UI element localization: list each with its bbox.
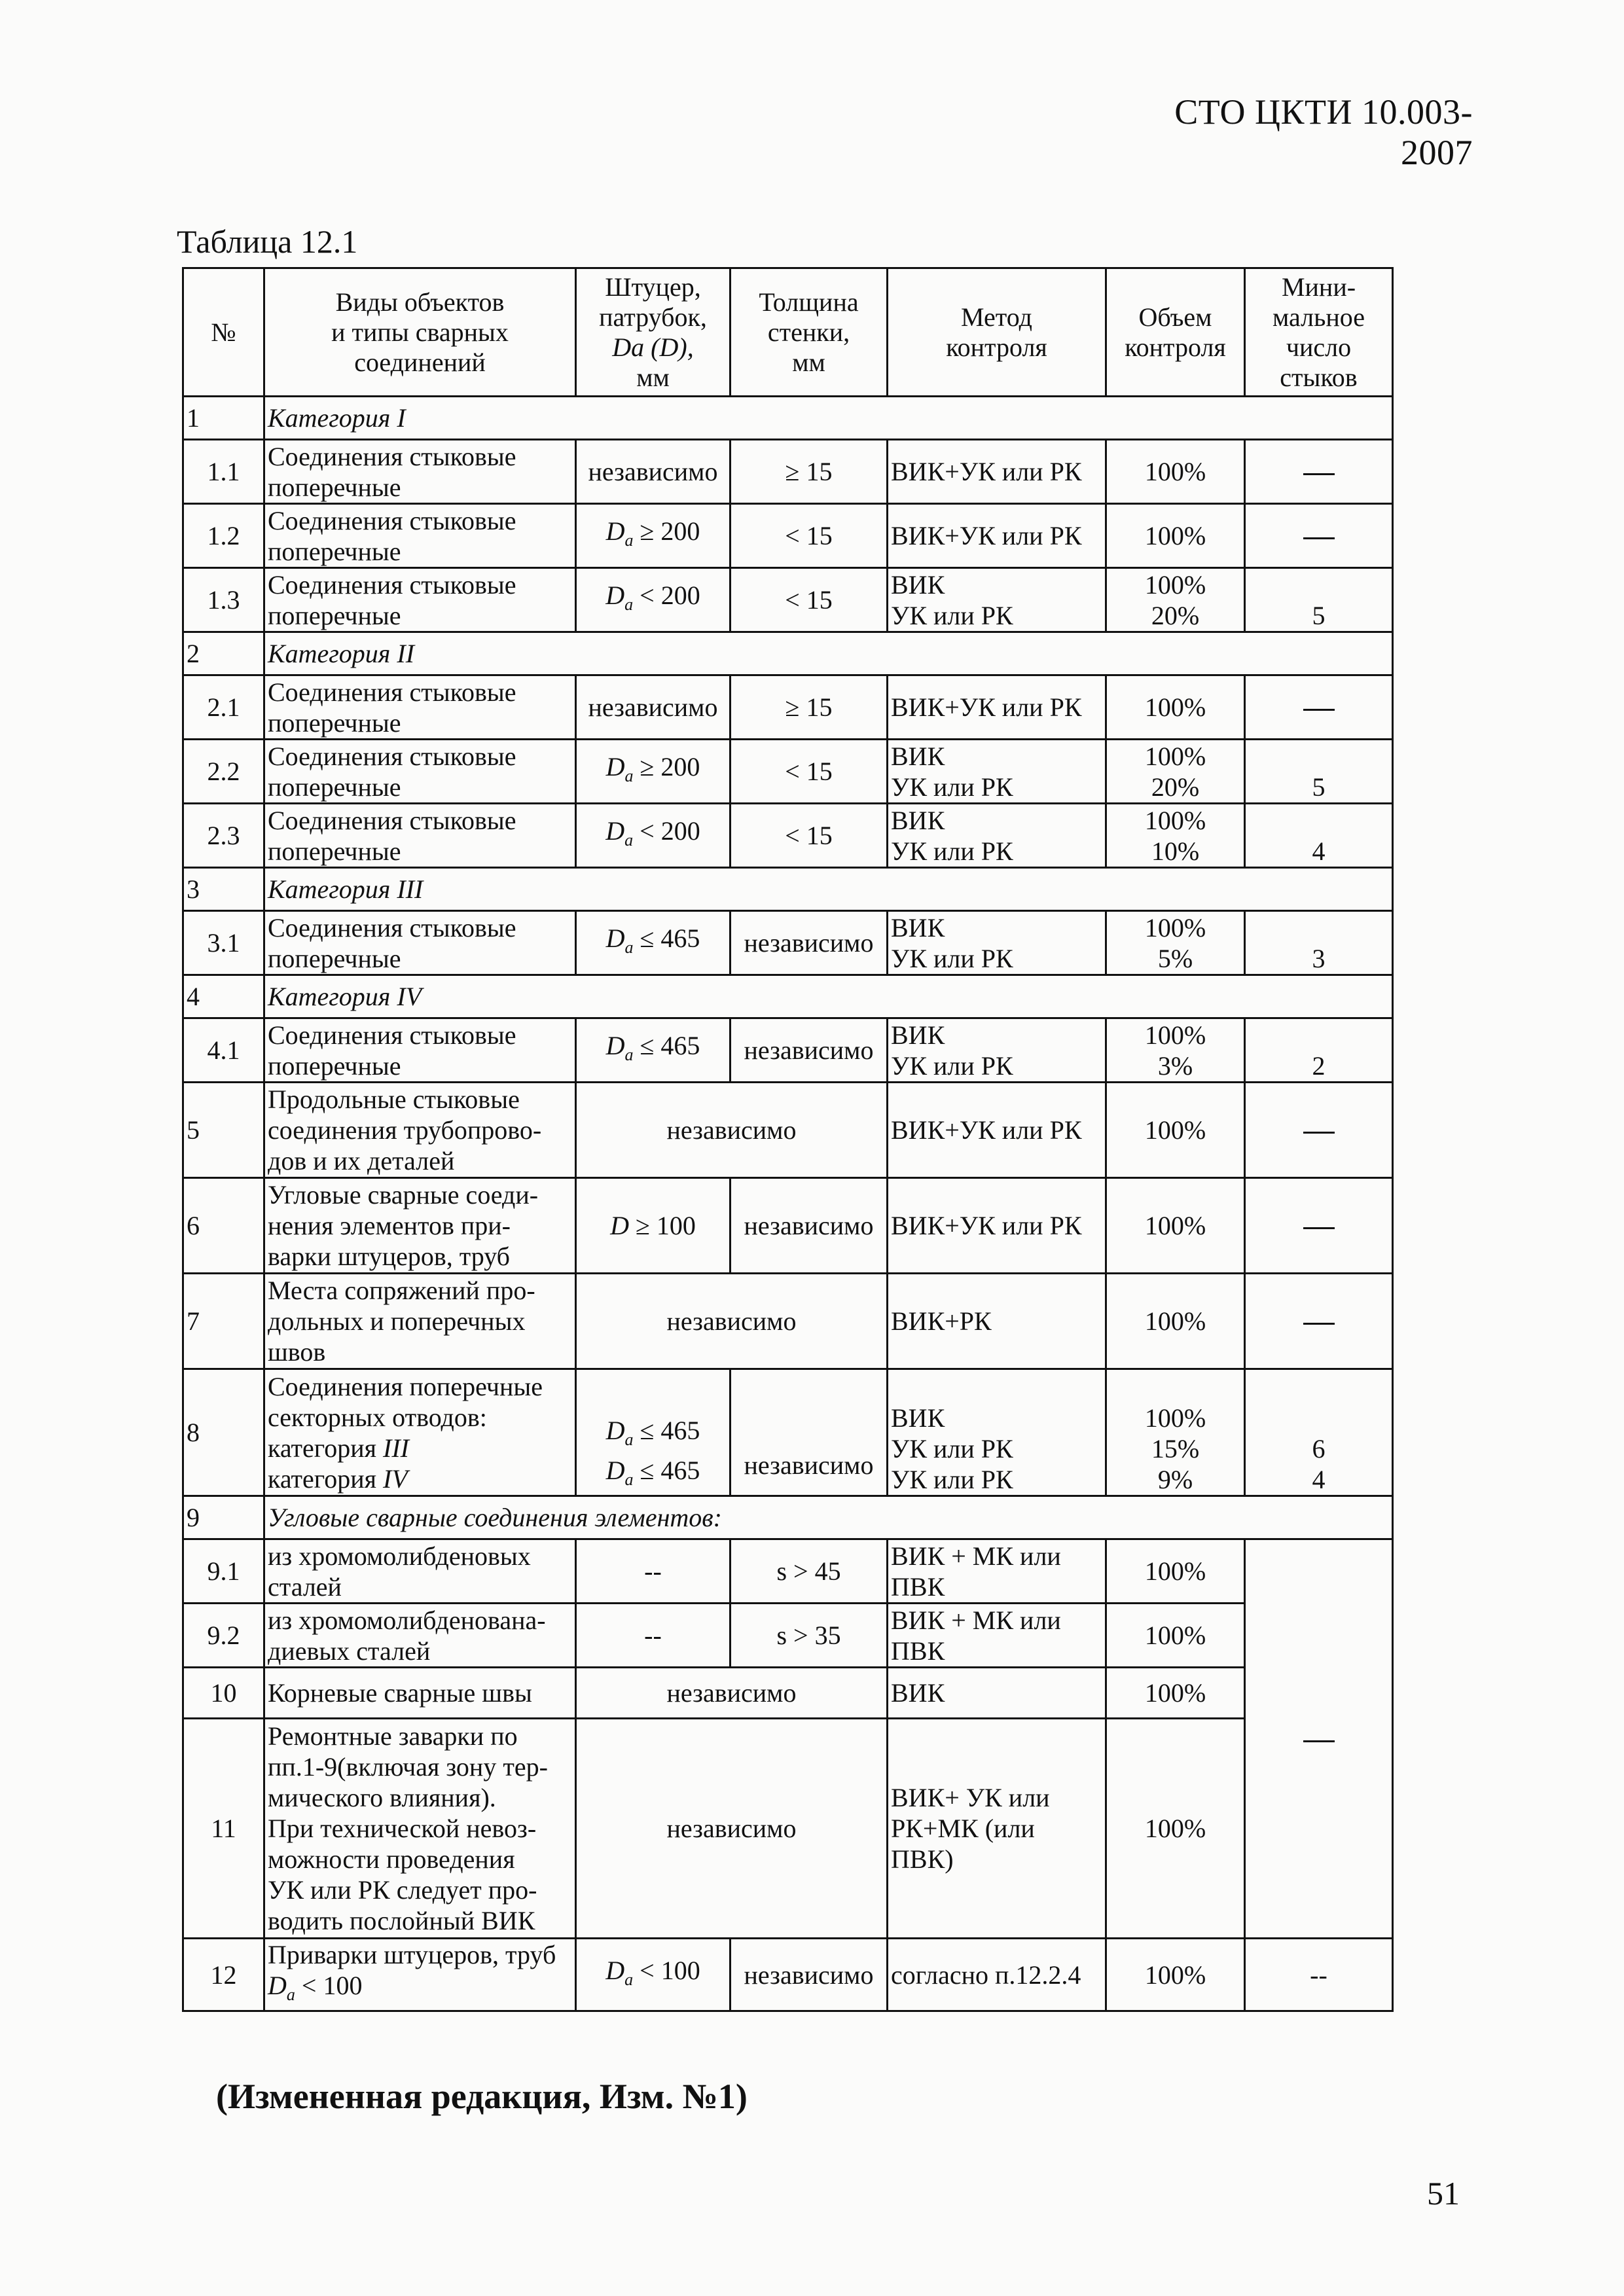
category-label: Категория II [264, 632, 1393, 675]
object-type: Приварки штуцеров, труб $D_a < 100$ [264, 1939, 576, 2011]
table-row [183, 1604, 1393, 1668]
volume-value: 100% [1106, 1274, 1245, 1369]
object-type: Продольные стыковые соединения трубопрово- дов и их деталей [264, 1083, 576, 1178]
row-num: 1.1 [183, 440, 264, 504]
row-num: 2.1 [183, 675, 264, 740]
method-value: ВИК + МК или ПВК [888, 1604, 1106, 1668]
wall-value: независимо [731, 1178, 888, 1274]
header-num: № [183, 268, 264, 397]
dash-mark [1303, 1227, 1335, 1229]
row-num: 9.2 [183, 1604, 264, 1668]
fitting-value: $D_a \le 465$ $D_a \le 465$ [576, 1369, 731, 1496]
table-row [183, 804, 1393, 868]
method-value: ВИК УК или РК [888, 804, 1106, 868]
volume-value: 100% [1106, 1178, 1245, 1274]
table-row [183, 1939, 1393, 2011]
object-type: из хромомолибденована- диевых сталей [264, 1604, 576, 1668]
object-type: Угловые сварные соеди- нения элементов при- варки штуцеров, труб [264, 1178, 576, 1274]
row-num: 9 [183, 1496, 264, 1539]
object-type: Соединения стыковые поперечные [264, 675, 576, 740]
category-label: Категория I [264, 397, 1393, 440]
row-num: 2 [183, 632, 264, 675]
table-row [183, 1369, 1393, 1496]
header-fitting: Штуцер, патрубок, Da (D), мм [576, 268, 731, 397]
row-num: 2.3 [183, 804, 264, 868]
table-row [183, 632, 1393, 675]
volume-value: 100% [1106, 675, 1245, 740]
wall-value: s > 45 [731, 1539, 888, 1604]
wall-value: ≥ 15 [731, 440, 888, 504]
header-wall-thickness: Толщина стенки, мм [731, 268, 888, 397]
fitting-value: $D_a < 200$ [576, 568, 731, 632]
control-table [182, 267, 1394, 2012]
volume-value: 100% [1106, 1604, 1245, 1668]
table-row [183, 911, 1393, 975]
table-header-row [183, 268, 1393, 397]
object-type: Места сопряжений про- дольных и поперечных швов [264, 1274, 576, 1369]
fitting-value: -- [576, 1539, 731, 1604]
fitting-wall-value: независимо [576, 1083, 888, 1178]
table-row [183, 1496, 1393, 1539]
method-value: ВИК+УК или РК [888, 1083, 1106, 1178]
object-type: Соединения стыковые поперечные [264, 740, 576, 804]
fitting-value: $D_a \le 465$ [576, 911, 731, 975]
volume-value: 100% [1106, 1668, 1245, 1719]
header-min-joints: Мини- мальное число стыков [1245, 268, 1393, 397]
table-row [183, 1539, 1393, 1604]
header-volume: Объем контроля [1106, 268, 1245, 397]
min-joints-value: 6 4 [1245, 1369, 1393, 1496]
row-num: 2.2 [183, 740, 264, 804]
row-num: 7 [183, 1274, 264, 1369]
min-joints-value: 4 [1245, 804, 1393, 868]
min-joints-value [1245, 440, 1393, 504]
header-object-types: Виды объектов и типы сварных соединений [264, 268, 576, 397]
min-joints-value [1245, 504, 1393, 568]
table-row [183, 975, 1393, 1018]
object-type: Соединения поперечные секторных отводов: категория III категория IV [264, 1369, 576, 1496]
fitting-value: $D_a \le 465$ [576, 1018, 731, 1083]
object-type: Соединения стыковые поперечные [264, 911, 576, 975]
min-joints-value [1245, 675, 1393, 740]
dash-mark [1303, 1740, 1335, 1742]
method-value: согласно п.12.2.4 [888, 1939, 1106, 2011]
fitting-value: $D_a < 200$ [576, 804, 731, 868]
row-num: 6 [183, 1178, 264, 1274]
wall-value: < 15 [731, 568, 888, 632]
fitting-value: D ≥ 100 [576, 1178, 731, 1274]
wall-value: < 15 [731, 804, 888, 868]
table-caption: Таблица 12.1 [177, 223, 358, 260]
table-row [183, 1018, 1393, 1083]
dash-mark [1303, 1132, 1335, 1134]
dash-mark [1303, 1323, 1335, 1325]
table-row [183, 397, 1393, 440]
wall-value: независимо [731, 1939, 888, 2011]
min-joints-value: 5 [1245, 568, 1393, 632]
category-label: Категория IV [264, 975, 1393, 1018]
fitting-value: -- [576, 1604, 731, 1668]
table-row [183, 1719, 1393, 1939]
row-num: 1 [183, 397, 264, 440]
method-value: ВИК+УК или РК [888, 1178, 1106, 1274]
fitting-wall-value: независимо [576, 1274, 888, 1369]
volume-value: 100% [1106, 504, 1245, 568]
method-value: ВИК+ УК или РК+МК (или ПВК) [888, 1719, 1106, 1939]
dash-mark [1303, 473, 1335, 475]
fitting-value: $D_a \ge 200$ [576, 740, 731, 804]
row-num: 9.1 [183, 1539, 264, 1604]
row-num: 10 [183, 1668, 264, 1719]
row-num: 3.1 [183, 911, 264, 975]
row-num: 1.3 [183, 568, 264, 632]
fitting-value: независимо [576, 675, 731, 740]
method-value: ВИК + МК или ПВК [888, 1539, 1106, 1604]
min-joints-value [1245, 1178, 1393, 1274]
wall-value: < 15 [731, 740, 888, 804]
header-method: Метод контроля [888, 268, 1106, 397]
min-joints-value: -- [1245, 1939, 1393, 2011]
row-num: 11 [183, 1719, 264, 1939]
table-row [183, 1668, 1393, 1719]
category-label: Категория III [264, 868, 1393, 911]
method-value: ВИК+УК или РК [888, 675, 1106, 740]
wall-value: ≥ 15 [731, 675, 888, 740]
fitting-value: $D_a < 100$ [576, 1939, 731, 2011]
volume-value: 100% 10% [1106, 804, 1245, 868]
category-label: Угловые сварные соединения элементов: [264, 1496, 1393, 1539]
object-type: Соединения стыковые поперечные [264, 504, 576, 568]
table-row [183, 1274, 1393, 1369]
table-row [183, 740, 1393, 804]
table-row [183, 504, 1393, 568]
fitting-value: $D_a \ge 200$ [576, 504, 731, 568]
table-row [183, 1178, 1393, 1274]
row-num: 4 [183, 975, 264, 1018]
method-value: ВИК+УК или РК [888, 440, 1106, 504]
min-joints-value [1245, 1539, 1393, 1939]
fitting-wall-value: независимо [576, 1668, 888, 1719]
row-num: 8 [183, 1369, 264, 1496]
object-type: Корневые сварные швы [264, 1668, 576, 1719]
volume-value: 100% 3% [1106, 1018, 1245, 1083]
row-num: 5 [183, 1083, 264, 1178]
method-value: ВИК УК или РК [888, 740, 1106, 804]
object-type: Соединения стыковые поперечные [264, 440, 576, 504]
method-value: ВИК УК или РК УК или РК [888, 1369, 1106, 1496]
table-row [183, 675, 1393, 740]
wall-value: независимо [731, 1018, 888, 1083]
min-joints-value: 2 [1245, 1018, 1393, 1083]
table-row [183, 1083, 1393, 1178]
volume-value: 100% [1106, 440, 1245, 504]
row-num: 1.2 [183, 504, 264, 568]
min-joints-value [1245, 1274, 1393, 1369]
method-value: ВИК [888, 1668, 1106, 1719]
document-code: СТО ЦКТИ 10.003-2007 [1174, 92, 1473, 172]
wall-value: независимо [731, 1369, 888, 1496]
wall-value: независимо [731, 911, 888, 975]
volume-value: 100% [1106, 1083, 1245, 1178]
volume-value: 100% [1106, 1539, 1245, 1604]
object-type: Соединения стыковые поперечные [264, 804, 576, 868]
object-type: из хромомолибденовых сталей [264, 1539, 576, 1604]
min-joints-value [1245, 1083, 1393, 1178]
volume-value: 100% [1106, 1719, 1245, 1939]
wall-value: < 15 [731, 504, 888, 568]
amendment-note: (Измененная редакция, Изм. №1) [216, 2077, 748, 2116]
volume-value: 100% 15% 9% [1106, 1369, 1245, 1496]
table-row [183, 440, 1393, 504]
object-type: Соединения стыковые поперечные [264, 1018, 576, 1083]
row-num: 12 [183, 1939, 264, 2011]
object-type: Соединения стыковые поперечные [264, 568, 576, 632]
table-row [183, 868, 1393, 911]
volume-value: 100% 20% [1106, 740, 1245, 804]
method-value: ВИК УК или РК [888, 911, 1106, 975]
volume-value: 100% [1106, 1939, 1245, 2011]
dash-mark [1303, 709, 1335, 711]
method-value: ВИК УК или РК [888, 568, 1106, 632]
method-value: ВИК+РК [888, 1274, 1106, 1369]
row-num: 3 [183, 868, 264, 911]
min-joints-value: 3 [1245, 911, 1393, 975]
volume-value: 100% 20% [1106, 568, 1245, 632]
table-row [183, 568, 1393, 632]
object-type: Ремонтные заварки по пп.1-9(включая зону тер- мического влияния). При технической невоз- можности проведения УК или РК следует про- водить послойный ВИК [264, 1719, 576, 1939]
volume-value: 100% 5% [1106, 911, 1245, 975]
fitting-value: независимо [576, 440, 731, 504]
wall-value: s > 35 [731, 1604, 888, 1668]
method-value: ВИК УК или РК [888, 1018, 1106, 1083]
fitting-wall-value: независимо [576, 1719, 888, 1939]
page-number: 51 [1427, 2175, 1460, 2212]
min-joints-value: 5 [1245, 740, 1393, 804]
method-value: ВИК+УК или РК [888, 504, 1106, 568]
dash-mark [1303, 537, 1335, 539]
row-num: 4.1 [183, 1018, 264, 1083]
